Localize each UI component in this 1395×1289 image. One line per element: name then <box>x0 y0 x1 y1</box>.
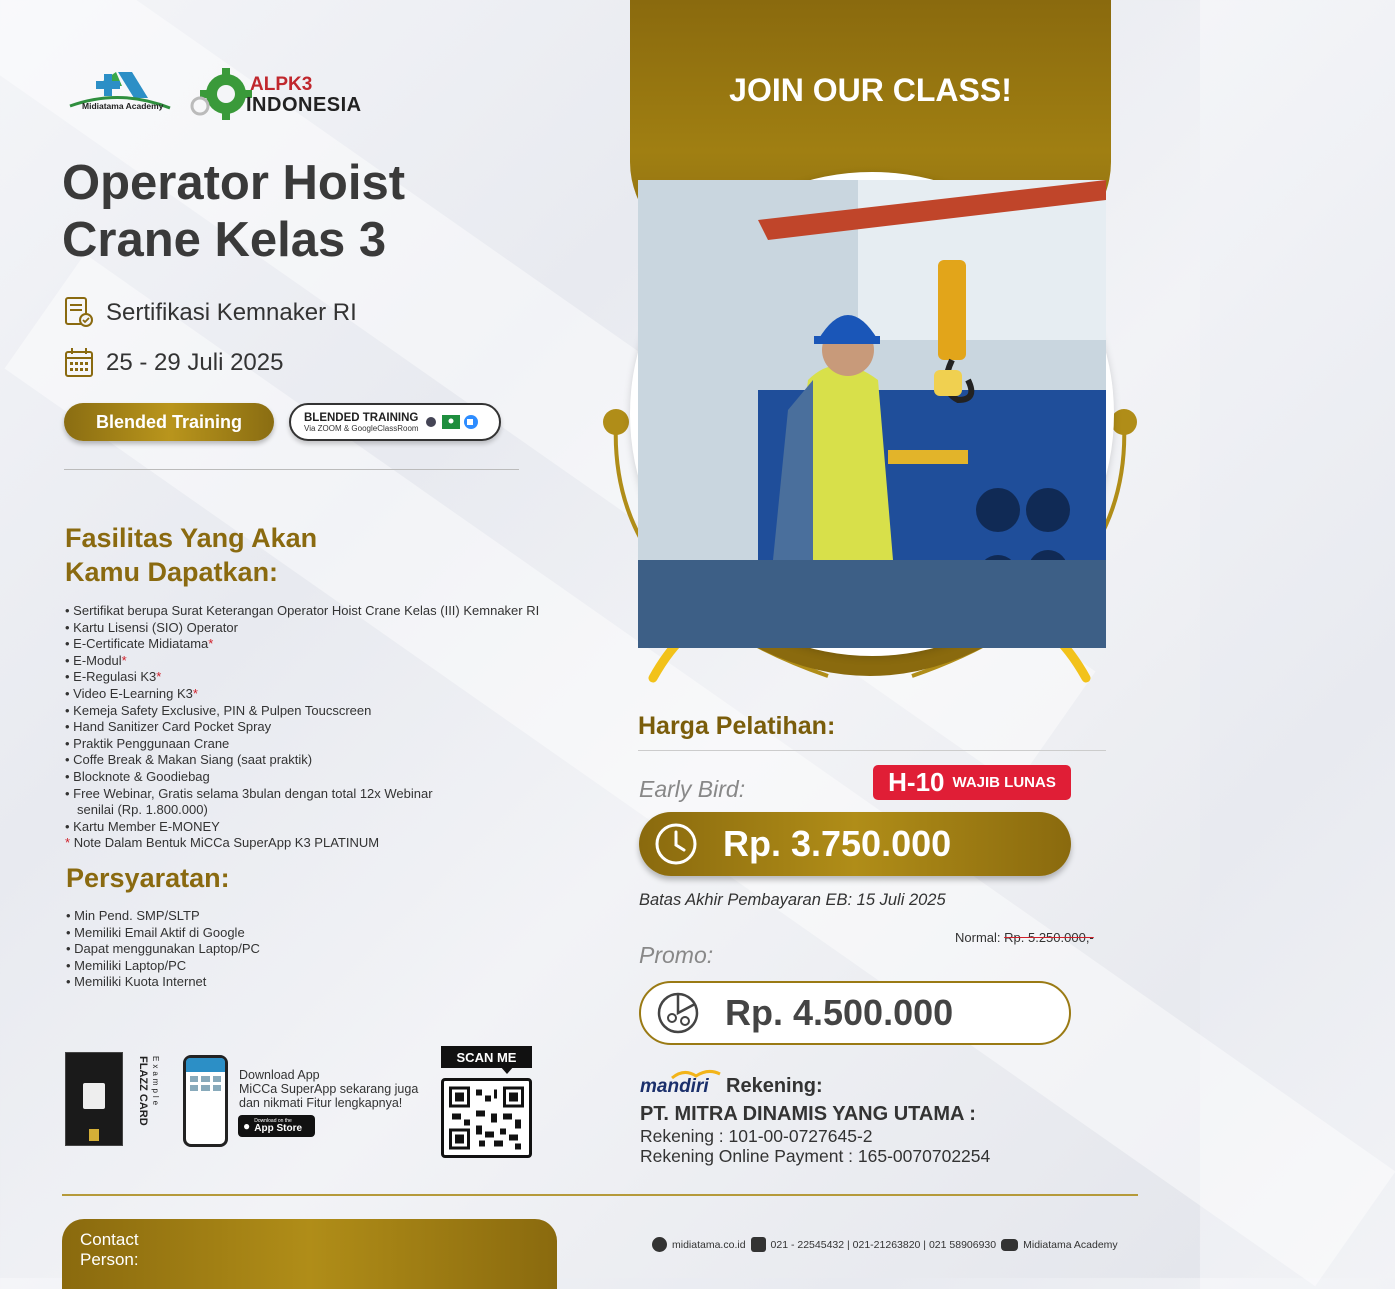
certification-row <box>64 296 357 330</box>
list-item: • Video E-Learning K3* <box>65 686 585 703</box>
mandiri-logo: mandiri <box>640 1076 709 1097</box>
phone-numbers: 021 - 22545432 | 021-21263820 | 021 58906930 <box>770 1238 997 1251</box>
midiatama-logo-text: Midiatama Academy <box>82 101 164 111</box>
download-app-line-3: dan nikmati Fitur lengkapnya! <box>239 1096 403 1110</box>
platform-icons <box>425 413 485 431</box>
list-item: • Min Pend. SMP/SLTP <box>66 908 366 925</box>
title-line-2: Crane Kelas 3 <box>62 213 387 267</box>
blended-training-badge: Blended Training <box>64 403 274 441</box>
app-store-small-text: Download on the <box>254 1118 292 1124</box>
contact-line-2: Person: <box>80 1250 139 1269</box>
list-item: • Sertifikat berupa Surat Keterangan Operator Hoist Crane Kelas (III) Kemnaker RI <box>65 603 585 620</box>
h10-badge-small: WAJIB LUNAS <box>952 774 1056 791</box>
website-link[interactable]: midiatama.co.id <box>672 1238 746 1251</box>
requirements-list <box>66 908 366 991</box>
midiatama-logo <box>66 64 174 122</box>
promo-label: Promo: <box>639 942 714 968</box>
list-item: • Memiliki Laptop/PC <box>66 958 366 975</box>
facilities-list <box>65 603 585 852</box>
clock-icon <box>653 821 699 867</box>
pricing-heading: Harga Pelatihan: <box>638 712 836 740</box>
early-bird-price <box>639 812 1071 876</box>
contact-person-label <box>80 1230 139 1270</box>
promo-price <box>639 981 1071 1045</box>
payment-deadline: Batas Akhir Pembayaran EB: 15 Juli 2025 <box>639 891 946 909</box>
account-number: Rekening : 101-00-0727645-2 <box>640 1126 873 1146</box>
list-item: • Kartu Member E-MONEY <box>65 819 585 836</box>
list-item: • Hand Sanitizer Card Pocket Spray <box>65 719 585 736</box>
list-item: • Blocknote & Goodiebag <box>65 769 585 786</box>
h10-badge <box>873 765 1071 800</box>
list-item: • Praktik Penggunaan Crane <box>65 736 585 753</box>
qr-code[interactable] <box>441 1078 532 1158</box>
blended-subtitle: Via ZOOM & GoogleClassRoom <box>304 423 419 433</box>
list-item: • E-Certificate Midiatama* <box>65 636 585 653</box>
youtube-channel[interactable]: Midiatama Academy <box>1023 1238 1118 1251</box>
qr-code-icon <box>449 1086 524 1150</box>
phone-mockup <box>183 1055 228 1147</box>
download-app-line-1: Download App <box>239 1068 320 1082</box>
normal-price-value: Rp. 5.250.000,- <box>1004 930 1094 945</box>
early-bird-price-value: Rp. 3.750.000 <box>723 823 952 864</box>
section-divider <box>64 469 519 470</box>
title-line-1: Operator Hoist <box>62 156 406 210</box>
flazz-card-example: Example <box>151 1056 160 1109</box>
early-bird-label: Early Bird: <box>639 776 746 802</box>
discount-icon <box>655 990 701 1036</box>
footer-divider <box>62 1194 1138 1196</box>
phone-icon <box>751 1237 766 1252</box>
h10-badge-big: H-10 <box>888 767 945 797</box>
date-text: 25 - 29 Juli 2025 <box>106 349 284 376</box>
list-item: • Dapat menggunakan Laptop/PC <box>66 941 366 958</box>
download-app-text <box>239 1068 418 1110</box>
alpk3-logo-subtext: INDONESIA <box>246 94 362 116</box>
download-app-line-2: MiCCa SuperApp sekarang juga <box>239 1082 419 1096</box>
app-store-big-text: App Store <box>254 1123 303 1134</box>
certification-text: Sertifikasi Kemnaker RI <box>106 299 357 326</box>
alpk3-logo-text: ALPK3 <box>250 74 313 95</box>
footer-contacts <box>652 1237 1118 1252</box>
list-item: • Free Webinar, Gratis selama 3bulan dengan total 12x Webinar senilai (Rp. 1.800.000) <box>65 786 585 819</box>
contact-line-1: Contact <box>80 1230 139 1249</box>
pricing-divider <box>638 750 1106 751</box>
company-name: PT. MITRA DINAMIS YANG UTAMA : <box>640 1103 976 1125</box>
promo-price-value: Rp. 4.500.000 <box>725 992 954 1033</box>
requirements-heading: Persyaratan: <box>66 863 230 893</box>
youtube-icon <box>1001 1239 1018 1251</box>
list-item: • Kemeja Safety Exclusive, PIN & Pulpen Toucscreen <box>65 703 585 720</box>
certificate-icon <box>64 296 94 330</box>
flazz-card-title: FLAZZ CARD <box>137 1056 149 1126</box>
scan-pointer <box>500 1066 514 1076</box>
crane-operator-illustration <box>638 180 1106 648</box>
facilities-heading-line-1: Fasilitas Yang Akan <box>65 523 318 553</box>
normal-price-label: Normal: <box>955 930 1001 945</box>
page-title <box>62 155 542 269</box>
list-item: • Kartu Lisensi (SIO) Operator <box>65 620 585 637</box>
list-item: • Coffe Break & Makan Siang (saat praktik) <box>65 752 585 769</box>
list-item: • E-Modul* <box>65 653 585 670</box>
calendar-icon <box>64 346 94 380</box>
apple-icon: ● <box>243 1119 251 1133</box>
normal-price <box>955 930 1094 945</box>
date-row <box>64 346 283 380</box>
facilities-heading-line-2: Kamu Dapatkan: <box>65 557 279 587</box>
list-item: • Memiliki Email Aktif di Google <box>66 925 366 942</box>
worker-photo <box>638 180 1106 648</box>
flazz-card-image <box>65 1052 123 1146</box>
blended-training-info-badge <box>289 403 501 441</box>
join-class-cta: JOIN OUR CLASS! <box>729 72 1012 108</box>
facilities-heading <box>65 521 317 589</box>
list-item-note: * Note Dalam Bentuk MiCCa SuperApp K3 PLATINUM <box>65 835 380 851</box>
globe-icon <box>652 1237 667 1252</box>
list-item: • E-Regulasi K3* <box>65 669 585 686</box>
list-item: • Memiliki Kuota Internet <box>66 974 366 991</box>
flazz-card-label <box>128 1052 158 1146</box>
blended-title: BLENDED TRAINING <box>304 411 419 424</box>
account-heading: Rekening: <box>726 1075 823 1097</box>
online-payment-number: Rekening Online Payment : 165-0070702254 <box>640 1146 991 1166</box>
scan-me-label: SCAN ME <box>441 1046 532 1068</box>
app-store-button[interactable] <box>238 1115 315 1137</box>
